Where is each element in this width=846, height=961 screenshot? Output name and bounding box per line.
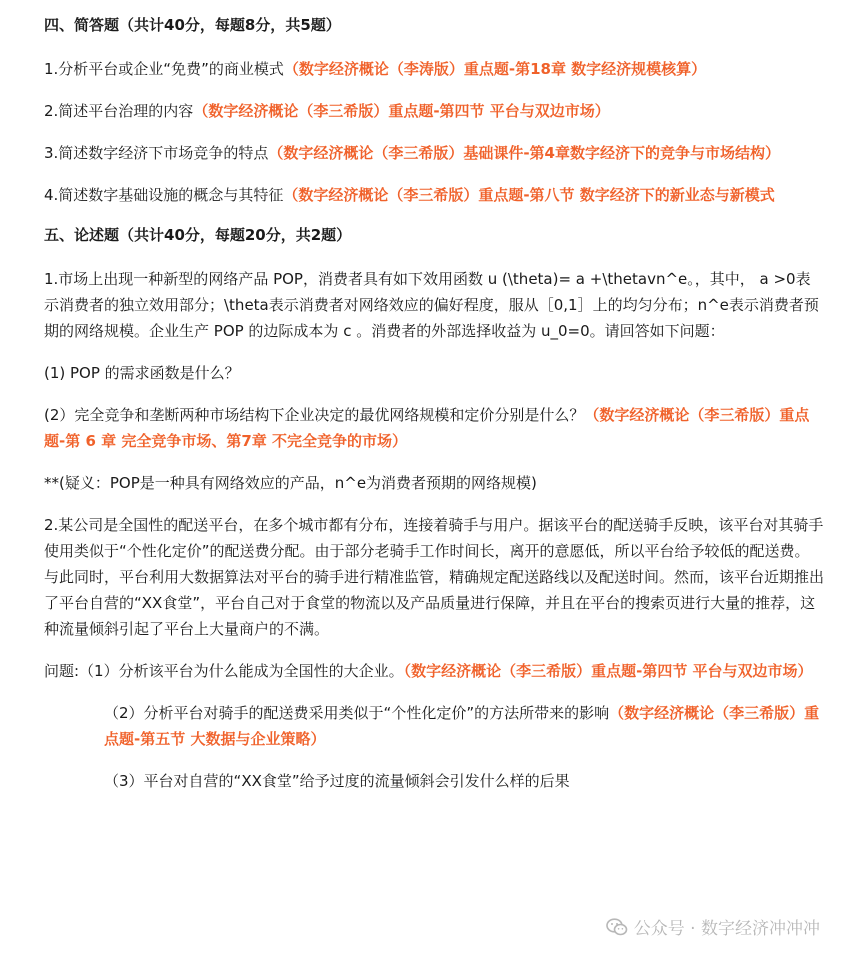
question-text: (2）完全竞争和垄断两种市场结构下企业决定的最优网络规模和定价分别是什么？	[44, 406, 585, 424]
question-reference: （数字经济概论（李涛版）重点题-第18章 数字经济规模核算）	[283, 60, 707, 78]
question-reference: （数字经济概论（李三希版）基础课件-第4章数字经济下的竞争与市场结构）	[268, 144, 780, 162]
question-text: 4.简述数字基础设施的概念与其特征	[44, 186, 284, 204]
wechat-icon	[606, 918, 628, 936]
question-reference: （数字经济概论（李三希版）重点题-第四节 平台与双边市场）	[193, 102, 610, 120]
essay-question-1-sub-1: (1) POP 的需求函数是什么？	[44, 364, 240, 382]
question-text: 问题:（1）分析该平台为什么能成为全国性的大企业。	[44, 662, 404, 680]
section-5-heading: 五、论述题（共计40分，每题20分，共2题）	[44, 226, 352, 244]
watermark-text: 公众号 · 数字经济冲冲冲	[633, 919, 820, 939]
question-text: 2.简述平台治理的内容	[44, 102, 194, 120]
essay-question-2-sub-3: （3）平台对自营的“XX食堂”给予过度的流量倾斜会引发什么样的后果	[104, 772, 570, 790]
question-reference: （数字经济概论（李三希版）重点题-第八节 数字经济下的新业态与新模式	[283, 186, 775, 204]
question-reference: （数字经济概论（李三希版）重点题-第四节 平台与双边市场）	[403, 662, 813, 680]
question-item	[44, 98, 824, 124]
essay-question-2-sub-2	[44, 700, 824, 752]
question-text: （2）分析平台对骑手的配送费采用类似于“个性化定价”的方法所带来的影响	[104, 704, 610, 722]
essay-question-2-sub-1	[44, 658, 824, 684]
essay-question-1-note: **(疑义：POP是一种具有网络效应的产品，n^e为消费者预期的网络规模)	[44, 474, 537, 492]
question-item	[44, 56, 824, 82]
watermark	[606, 914, 820, 939]
question-reference: （数字经济概论（李三希版）重点题-第五节 大数据与企业策略）	[104, 704, 820, 748]
essay-question-1-sub-2	[44, 402, 824, 454]
essay-question-1: 1.市场上出现一种新型的网络产品 POP，消费者具有如下效用函数 u (\theta)= a +\thetavn^e。，其中， a >0表示消费者的独立效用部分；\theta表示消费者对网络效应的偏好程度，服从［0,1］上的均匀分布；n^e表示消费者预期的网络规模。企业生产 POP 的边际成本为 c 。消费者的外部选择收益为 u_0=0。请回答如下问题：	[44, 270, 819, 340]
question-reference: （数字经济概论（李三希版）重点题-第 6 章 完全竞争市场、第7章 不完全竞争的市场）	[44, 406, 810, 450]
section-4-heading: 四、简答题（共计40分，每题8分，共5题）	[44, 16, 341, 34]
question-text: 3.简述数字经济下市场竞争的特点	[44, 144, 269, 162]
question-text: 1.分析平台或企业“免费”的商业模式	[44, 60, 284, 78]
essay-question-2: 2.某公司是全国性的配送平台，在多个城市都有分布，连接着骑手与用户。据该平台的配送骑手反映，该平台对其骑手使用类似于“个性化定价”的配送费分配。由于部分老骑手工作时间长，离开的意愿低，所以平台给予较低的配送费。与此同时，平台利用大数据算法对平台的骑手进行精准监管，精确规定配送路线以及配送时间。然而，该平台近期推出了平台自营的“XX食堂”，平台自己对于食堂的物流以及产品质量进行保障，并且在平台的搜索页进行大量的推荐，这种流量倾斜引起了平台上大量商户的不满。	[44, 516, 825, 638]
question-item	[44, 182, 824, 208]
question-item	[44, 140, 824, 166]
